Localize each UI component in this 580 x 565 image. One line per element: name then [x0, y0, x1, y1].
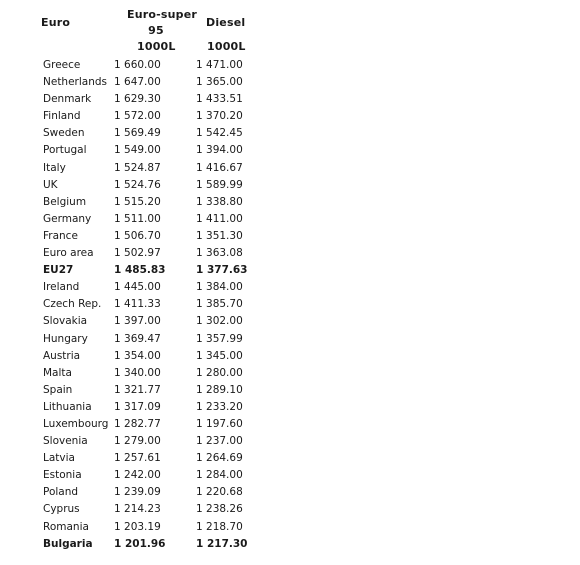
table-row: [0, 177, 580, 194]
diesel-cell: 1 363.08: [196, 247, 243, 260]
diesel-cell: 1 238.26: [196, 503, 243, 516]
euro-super-95-cell: 1 445.00: [114, 281, 161, 294]
country-cell: Bulgaria: [43, 537, 93, 550]
country-cell: Euro area: [43, 247, 94, 260]
diesel-cell: 1 284.00: [196, 469, 243, 482]
diesel-cell: 1 416.67: [196, 161, 243, 174]
diesel-cell: 1 589.99: [196, 178, 243, 191]
country-cell: Malta: [43, 366, 72, 379]
diesel-cell: 1 197.60: [196, 417, 243, 430]
euro-super-95-cell: 1 282.77: [114, 417, 161, 430]
euro-super-95-cell: 1 506.70: [114, 229, 161, 242]
country-cell: Germany: [43, 212, 92, 225]
diesel-cell: 1 302.00: [196, 315, 243, 328]
diesel-cell: 1 345.00: [196, 349, 243, 362]
country-cell: Hungary: [43, 332, 88, 345]
table-row: [0, 91, 580, 108]
euro-super-95-cell: 1 201.96: [114, 537, 166, 550]
euro-super-95-cell: 1 629.30: [114, 93, 161, 106]
euro-super-95-cell: 1 397.00: [114, 315, 161, 328]
diesel-cell: 1 280.00: [196, 366, 243, 379]
country-cell: Netherlands: [43, 76, 108, 89]
table-row: [0, 416, 580, 433]
euro-super-95-cell: 1 647.00: [114, 76, 161, 89]
table-row: [0, 57, 580, 74]
country-cell: Slovakia: [43, 315, 88, 328]
diesel-cell: 1 377.63: [196, 264, 248, 277]
table-row: [0, 399, 580, 416]
euro-super-95-cell: 1 279.00: [114, 435, 161, 448]
euro-super-95-cell: 1 524.87: [114, 161, 161, 174]
header-euro-super-unit: 1000L: [137, 40, 176, 53]
table-row: [0, 74, 580, 91]
country-cell: UK: [43, 178, 58, 191]
diesel-cell: 1 384.00: [196, 281, 243, 294]
diesel-cell: 1 433.51: [196, 93, 243, 106]
diesel-cell: 1 357.99: [196, 332, 243, 345]
euro-super-95-cell: 1 242.00: [114, 469, 161, 482]
table-row: [0, 228, 580, 245]
table-row: [0, 348, 580, 365]
euro-super-95-cell: 1 511.00: [114, 212, 161, 225]
country-cell: France: [43, 229, 78, 242]
table-row: [0, 296, 580, 313]
table-row: [0, 331, 580, 348]
country-cell: Denmark: [43, 93, 92, 106]
euro-super-95-cell: 1 411.33: [114, 298, 161, 311]
country-cell: Belgium: [43, 195, 87, 208]
country-cell: Sweden: [43, 127, 85, 140]
euro-super-95-cell: 1 321.77: [114, 383, 161, 396]
diesel-cell: 1 218.70: [196, 520, 243, 533]
header-diesel: Diesel: [206, 16, 246, 29]
table-row: [0, 125, 580, 142]
diesel-cell: 1 370.20: [196, 110, 243, 123]
country-cell: Latvia: [43, 452, 75, 465]
table-row: [0, 211, 580, 228]
header-euro-super-line1: Euro-super: [126, 8, 198, 21]
diesel-cell: 1 411.00: [196, 212, 243, 225]
euro-super-95-cell: 1 203.19: [114, 520, 161, 533]
diesel-cell: 1 385.70: [196, 298, 243, 311]
header-euro-super-line2: 95: [148, 24, 164, 37]
country-cell: Portugal: [43, 144, 87, 157]
header-diesel-unit: 1000L: [207, 40, 246, 53]
country-cell: Italy: [43, 161, 66, 174]
euro-super-95-cell: 1 354.00: [114, 349, 161, 362]
diesel-cell: 1 237.00: [196, 435, 243, 448]
table-body: [0, 57, 580, 553]
euro-super-95-cell: 1 317.09: [114, 400, 161, 413]
table-row: [0, 194, 580, 211]
euro-super-95-cell: 1 572.00: [114, 110, 161, 123]
country-cell: Slovenia: [43, 435, 88, 448]
country-cell: Ireland: [43, 281, 80, 294]
table-row: [0, 382, 580, 399]
table-row: [0, 467, 580, 484]
diesel-cell: 1 394.00: [196, 144, 243, 157]
table-row: [0, 501, 580, 518]
diesel-cell: 1 233.20: [196, 400, 243, 413]
table-row: [0, 450, 580, 467]
table-row: [0, 433, 580, 450]
table-row: [0, 519, 580, 536]
country-cell: Finland: [43, 110, 81, 123]
country-cell: EU27: [43, 264, 74, 277]
country-cell: Poland: [43, 486, 79, 499]
diesel-cell: 1 542.45: [196, 127, 243, 140]
diesel-cell: 1 471.00: [196, 59, 243, 71]
country-cell: Czech Rep.: [43, 298, 102, 311]
euro-super-95-cell: 1 502.97: [114, 247, 161, 260]
country-cell: Austria: [43, 349, 81, 362]
table-header: [0, 0, 580, 56]
euro-super-95-cell: 1 549.00: [114, 144, 161, 157]
euro-super-95-cell: 1 340.00: [114, 366, 161, 379]
euro-super-95-cell: 1 524.76: [114, 178, 161, 191]
diesel-cell: 1 351.30: [196, 229, 243, 242]
country-cell: Spain: [43, 383, 73, 396]
euro-super-95-cell: 1 515.20: [114, 195, 161, 208]
table-row: [0, 313, 580, 330]
header-country: Euro: [41, 16, 71, 29]
table-row: [0, 262, 580, 279]
diesel-cell: 1 289.10: [196, 383, 243, 396]
diesel-cell: 1 264.69: [196, 452, 243, 465]
euro-super-95-cell: 1 369.47: [114, 332, 161, 345]
euro-super-95-cell: 1 214.23: [114, 503, 161, 516]
table-row: [0, 365, 580, 382]
country-cell: Luxembourg: [43, 417, 109, 430]
diesel-cell: 1 217.30: [196, 537, 248, 550]
euro-super-95-cell: 1 239.09: [114, 486, 161, 499]
table-row: [0, 484, 580, 501]
table-row: [0, 279, 580, 296]
diesel-cell: 1 365.00: [196, 76, 243, 89]
country-cell: Greece: [43, 59, 81, 71]
country-cell: Cyprus: [43, 503, 80, 516]
euro-super-95-cell: 1 569.49: [114, 127, 161, 140]
euro-super-95-cell: 1 485.83: [114, 264, 166, 277]
diesel-cell: 1 338.80: [196, 195, 243, 208]
table-row: [0, 536, 580, 553]
country-cell: Estonia: [43, 469, 82, 482]
table-row: [0, 245, 580, 262]
table-row: [0, 142, 580, 159]
table-row: [0, 108, 580, 125]
country-cell: Romania: [43, 520, 89, 533]
country-cell: Lithuania: [43, 400, 92, 413]
euro-super-95-cell: 1 257.61: [114, 452, 161, 465]
euro-super-95-cell: 1 660.00: [114, 59, 161, 71]
diesel-cell: 1 220.68: [196, 486, 243, 499]
table-row: [0, 160, 580, 177]
